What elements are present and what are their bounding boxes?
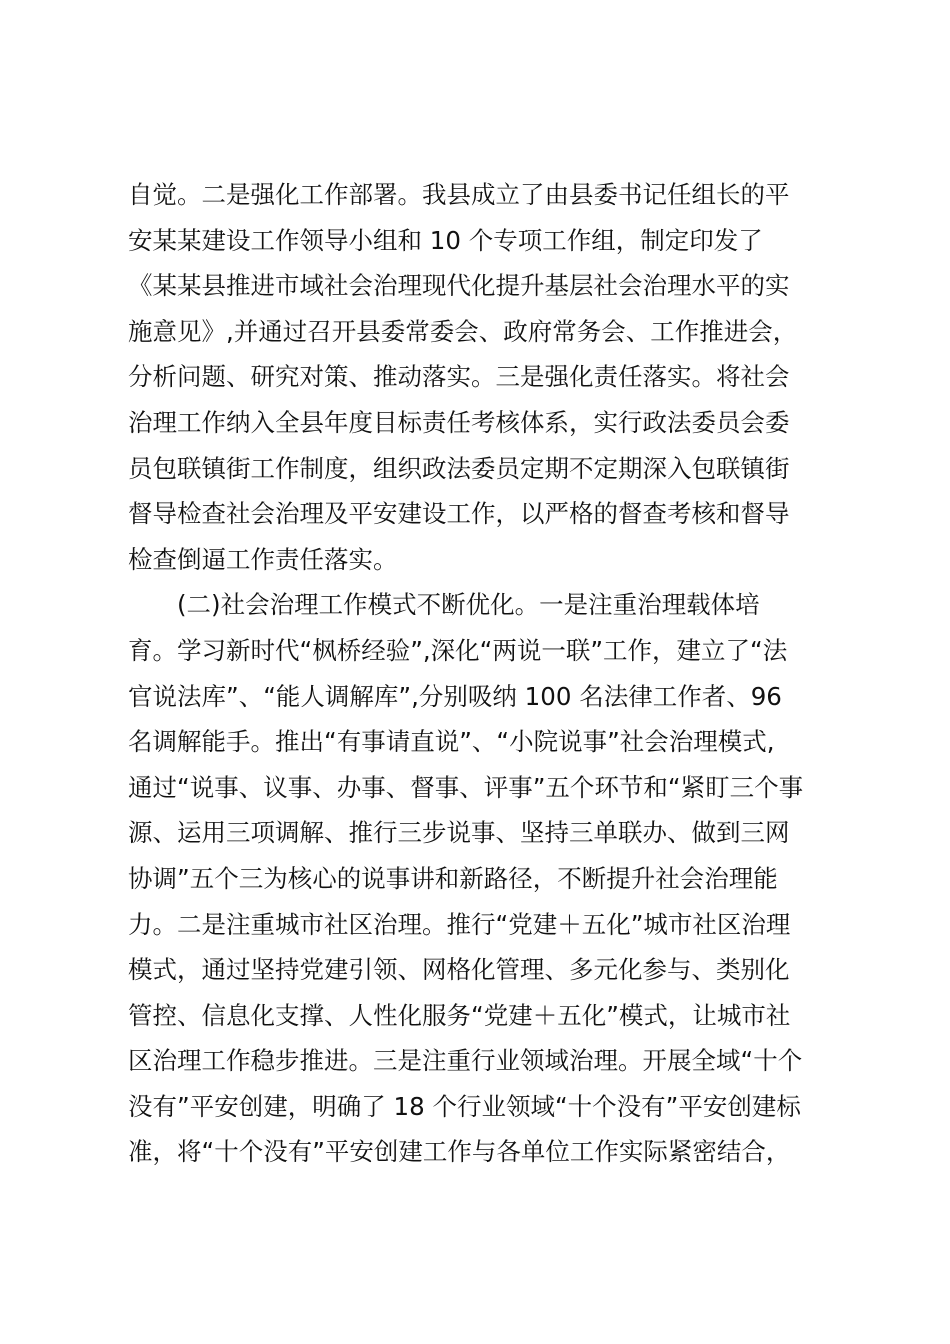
text-line: 协调”五个三为核心的说事讲和新路径，不断提升社会治理能 [128,863,778,893]
text-line: 督导检查社会治理及平安建设工作，以严格的督查考核和督导 [128,499,790,529]
text-line: 员包联镇街工作制度，组织政法委员定期不定期深入包联镇街 [128,453,790,483]
text-line: 区治理工作稳步推进。三是注重行业领域治理。开展全域“十个 [128,1046,803,1076]
text-line: 自觉。二是强化工作部署。我县成立了由县委书记任组长的平 [128,180,790,209]
text-line: 安某某建设工作领导小组和 10 个专项工作组，制定印发了 [128,225,763,255]
text-line: 分析问题、研究对策、推动落实。三是强化责任落实。将社会 [128,362,790,392]
text-line: 准，将“十个没有”平安创建工作与各单位工作实际紧密结合， [128,1137,791,1167]
text-line: 模式，通过坚持党建引领、网格化管理、多元化参与、类别化 [128,955,790,985]
text-line: 施意见》,并通过召开县委常委会、政府常务会、工作推进会， [128,316,798,346]
text-line: 通过“说事、议事、办事、督事、评事”五个环节和“紧盯三个事 [128,772,804,802]
text-line: 官说法库”、“能人调解库”,分别吸纳 100 名法律工作者、96 [128,681,782,711]
text-line: 育。学习新时代“枫桥经验”,深化“两说一联”工作，建立了“法 [128,635,788,665]
text-line: 没有”平安创建，明确了 18 个行业领域“十个没有”平安创建标 [128,1091,801,1121]
text-line: 名调解能手。推出“有事请直说”、“小院说事”社会治理模式, [128,727,775,757]
text-line: 《某某县推进市域社会治理现代化提升基层社会治理水平的实 [128,271,790,301]
body-text [128,172,828,1175]
text-line: 管控、信息化支撑、人性化服务“党建＋五化”模式，让城市社 [128,1000,791,1030]
text-line: 力。二是注重城市社区治理。推行“党建＋五化”城市社区治理 [128,909,791,939]
section-heading-line: (二)社会治理工作模式不断优化。一是注重治理载体培 [128,590,760,620]
text-line: 源、运用三项调解、推行三步说事、坚持三单联办、做到三网 [128,818,790,848]
text-line: 治理工作纳入全县年度目标责任考核体系，实行政法委员会委 [128,407,790,437]
text-line: 检查倒逼工作责任落实。 [128,544,398,574]
